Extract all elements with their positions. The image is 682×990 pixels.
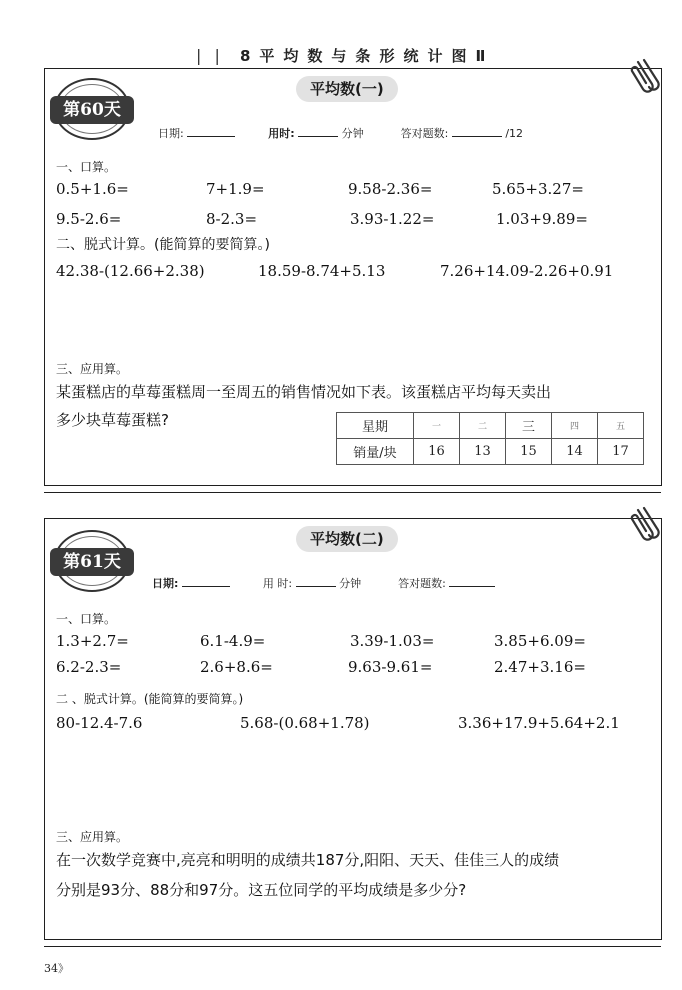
correct-label: 答对题数: [398, 577, 446, 590]
time-unit: 分钟 [339, 577, 362, 590]
problem: 8-2.3= [206, 210, 258, 228]
sales-cell: 16 [414, 439, 460, 465]
day61-badge-text: 第61天 [63, 552, 121, 572]
problem: 9.58-2.36= [348, 180, 433, 198]
day60-meta [158, 124, 523, 141]
table-row [337, 413, 644, 439]
paperclip-icon [628, 504, 662, 544]
day60-badge [54, 78, 130, 140]
weekday-cell: 五 [598, 413, 644, 439]
day61-app-line1: 在一次数学竞赛中,亮亮和明明的成绩共187分,阳阳、天天、佳佳三人的成绩 [56, 851, 560, 869]
day61-written-title: 二 、脱式计算。(能简算的要简算。) [56, 692, 244, 706]
day60-written-title: 二、脱式计算。(能简算的要简算。) [56, 237, 270, 253]
day61-app-title: 三、应用算。 [56, 830, 129, 844]
paperclip-icon [628, 56, 662, 96]
day60-app-line1: 某蛋糕店的草莓蛋糕周一至周五的销售情况如下表。该蛋糕店平均每天卖出 [56, 383, 552, 401]
day61-badge [54, 530, 130, 592]
weekday-cell: 一 [414, 413, 460, 439]
problem: 5.68-(0.68+1.78) [240, 714, 370, 732]
problem: 80-12.4-7.6 [56, 714, 143, 732]
day60-badge-text: 第60天 [63, 100, 121, 120]
problem: 3.36+17.9+5.64+2.1 [458, 714, 620, 732]
date-label: 日期: [158, 127, 184, 140]
time-label: 用 时: [262, 577, 293, 590]
problem: 3.85+6.09= [494, 632, 586, 650]
problem: 9.63-9.61= [348, 658, 433, 676]
time-blank[interactable] [298, 124, 338, 137]
sales-cell: 15 [506, 439, 552, 465]
time-unit: 分钟 [341, 127, 364, 140]
day61-meta [152, 574, 495, 591]
table-row [337, 439, 644, 465]
problem: 5.65+3.27= [492, 180, 584, 198]
problem: 2.47+3.16= [494, 658, 586, 676]
time-label: 用时: [268, 127, 295, 140]
page-header [0, 44, 682, 68]
table-header-weekday: 星期 [337, 413, 414, 439]
problem: 0.5+1.6= [56, 180, 129, 198]
table-header-sales: 销量/块 [337, 439, 414, 465]
day60-title: 平均数(一) [296, 76, 398, 102]
problem: 9.5-2.6= [56, 210, 122, 228]
day60-app-line2: 多少块草莓蛋糕? [56, 411, 169, 429]
header-bars: | | [196, 46, 224, 65]
problem: 42.38-(12.66+2.38) [56, 262, 205, 280]
problem: 1.03+9.89= [496, 210, 588, 228]
weekday-cell: 四 [552, 413, 598, 439]
weekday-cell: 二 [460, 413, 506, 439]
day61-oral-title: 一、口算。 [56, 612, 117, 626]
date-blank[interactable] [182, 574, 230, 587]
problem: 6.1-4.9= [200, 632, 266, 650]
problem: 7+1.9= [206, 180, 265, 198]
problem: 7.26+14.09-2.26+0.91 [440, 262, 614, 280]
day60-bottom-rule [44, 492, 661, 493]
date-blank[interactable] [187, 124, 235, 137]
problem: 3.39-1.03= [350, 632, 435, 650]
sales-cell: 13 [460, 439, 506, 465]
sales-table [336, 412, 644, 465]
correct-total: /12 [505, 127, 524, 140]
problem: 6.2-2.3= [56, 658, 122, 676]
day61-bottom-rule [44, 946, 661, 947]
day61-title: 平均数(二) [296, 526, 398, 552]
sales-cell: 17 [598, 439, 644, 465]
page-number: 34》 [44, 962, 69, 975]
problem: 1.3+2.7= [56, 632, 129, 650]
problem: 2.6+8.6= [200, 658, 273, 676]
weekday-cell: 三 [506, 413, 552, 439]
problem: 3.93-1.22= [350, 210, 435, 228]
problem: 18.59-8.74+5.13 [258, 262, 386, 280]
day60-oral-title: 一、口算。 [56, 160, 117, 174]
time-blank[interactable] [296, 574, 336, 587]
sales-cell: 14 [552, 439, 598, 465]
correct-blank[interactable] [449, 574, 495, 587]
chapter-title: 8平均数与条形统计图Ⅱ [240, 47, 495, 65]
day60-app-title: 三、应用算。 [56, 362, 129, 376]
correct-label: 答对题数: [400, 127, 449, 140]
date-label: 日期: [152, 577, 179, 590]
correct-blank[interactable] [452, 124, 502, 137]
day61-app-line2: 分别是93分、88分和97分。这五位同学的平均成绩是多少分? [56, 881, 467, 899]
